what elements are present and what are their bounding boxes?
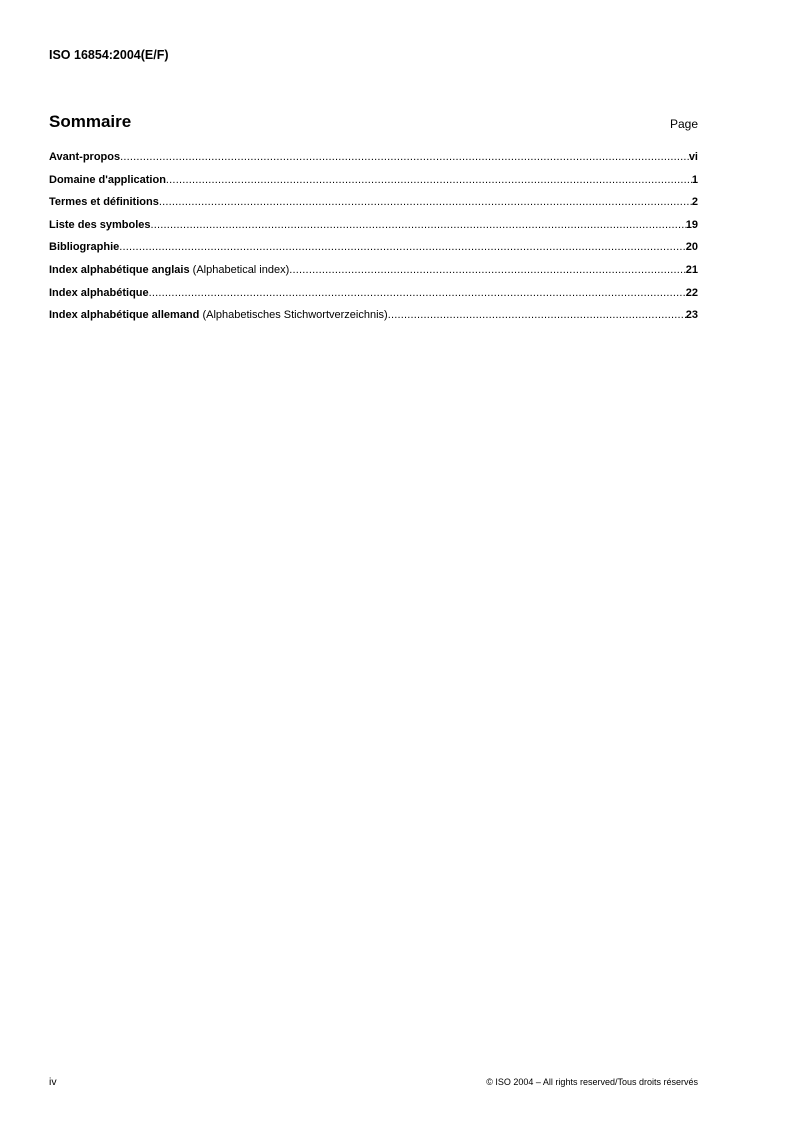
page-number: iv (49, 1076, 57, 1088)
toc-entry-bibliographie[interactable] (49, 241, 698, 264)
toc-entry-title: Termes et définitions (49, 196, 159, 209)
toc-entry-page: 23 (685, 309, 698, 322)
toc-entry-title: Index alphabétique anglais (49, 263, 190, 276)
table-of-contents (49, 151, 698, 332)
toc-entry-title: Domaine d'application (49, 173, 166, 186)
toc-entry-title: Index alphabétique (49, 286, 149, 299)
toc-entry-subtitle: (Alphabetical index) (192, 263, 290, 276)
dot-leader (119, 241, 685, 253)
dot-leader (149, 287, 686, 299)
toc-entry-title: Index alphabétique allemand (49, 309, 200, 322)
toc-entry-index-alphabetique[interactable] (49, 287, 698, 310)
toc-entry-index-allemand[interactable] (49, 309, 698, 332)
document-id: ISO 16854:2004(E/F) (49, 48, 169, 62)
toc-entry-title: Liste des symboles (49, 218, 151, 231)
dot-leader (289, 264, 685, 276)
toc-entry-index-anglais[interactable] (49, 264, 698, 287)
toc-entry-page: 1 (691, 173, 698, 186)
dot-leader (151, 219, 686, 231)
toc-header (49, 112, 698, 136)
toc-entry-page: 22 (685, 286, 698, 299)
dot-leader (120, 151, 689, 163)
toc-entry-page: 21 (685, 263, 698, 276)
toc-entry-title: Bibliographie (49, 241, 120, 254)
dot-leader (166, 174, 692, 186)
toc-entry-page: 2 (691, 196, 698, 209)
toc-entry-subtitle: (Alphabetisches Stichwortverzeichnis) (202, 309, 388, 322)
toc-entry-page: 19 (685, 218, 698, 231)
toc-entry-title: Avant-propos (49, 151, 121, 163)
copyright-notice: © ISO 2004 – All rights reserved/Tous droits réservés (486, 1077, 698, 1087)
toc-entry-liste-symboles[interactable] (49, 219, 698, 242)
toc-entry-termes-definitions[interactable] (49, 196, 698, 219)
dot-leader (159, 196, 692, 208)
toc-entry-avant-propos[interactable] (49, 151, 698, 174)
toc-entry-page: vi (688, 151, 698, 163)
dot-leader (388, 309, 686, 321)
toc-entry-page: 20 (685, 241, 698, 254)
toc-title: Sommaire (49, 112, 132, 131)
toc-entry-domaine-application[interactable] (49, 174, 698, 197)
page-column-label: Page (669, 117, 698, 131)
